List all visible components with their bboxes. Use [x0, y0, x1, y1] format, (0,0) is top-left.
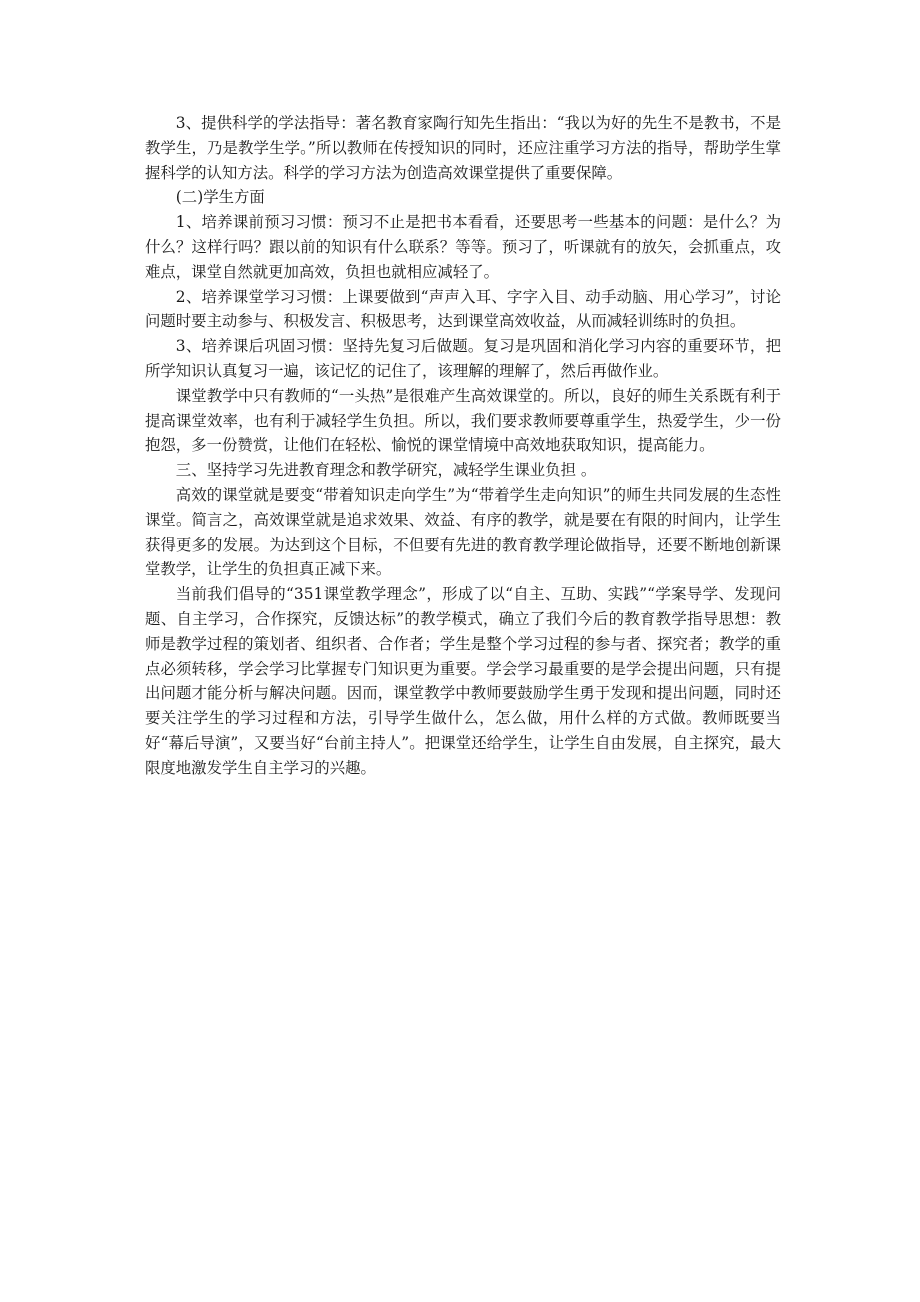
paragraph-review-habit: 3、培养课后巩固习惯：坚持先复习后做题。复习是巩固和消化学习内容的重要环节，把所学知识认真复习一遍，该记忆的记住了，该理解的理解了，然后再做作业。	[145, 337, 781, 380]
document-body	[145, 111, 781, 781]
section-heading-student-aspect: (二)学生方面	[175, 188, 265, 207]
paragraph-351-concept: 当前我们倡导的“351课堂教学理念”，形成了以“自主、互助、实践”“学案导学、发现问题、自主学习，合作探究，反馈达标”的教学模式，确立了我们今后的教育教学指导思想：教师是教学过程的策划者、组织者、合作者；学生是整个学习过程的参与者、探究者；教学的重点必须转移，学会学习比掌握专门知识更为重要。学会学习最重要的是学会提出问题，只有提出问题才能分析与解决问题。因而，课堂教学中教师要鼓励学生勇于发现和提出问题，同时还要关注学生的学习过程和方法，引导学生做什么，怎么做，用什么样的方式做。教师既要当好“幕后导演”，又要当好“台前主持人”。把课堂还给学生，让学生自由发展，自主探究，最大限度地激发学生自主学习的兴趣。	[145, 585, 781, 777]
paragraph-teacher-student-relation: 课堂教学中只有教师的“一头热”是很难产生高效课堂的。所以，良好的师生关系既有利于提高课堂效率，也有利于减轻学生负担。所以，我们要求教师要尊重学生，热爱学生，少一份抱怨，多一份赞赏，让他们在轻松、愉悦的课堂情境中高效地获取知识，提高能力。	[145, 386, 781, 455]
paragraph-study-method-guidance: 3、提供科学的学法指导：著名教育家陶行知先生指出：“我以为好的先生不是教书，不是教学生，乃是教学生学。”所以教师在传授知识的同时，还应注重学习方法的指导，帮助学生掌握科学的认知方法。科学的学习方法为创造高效课堂提供了重要保障。	[145, 114, 781, 182]
paragraph-preview-habit: 1、培养课前预习习惯：预习不止是把书本看看，还要思考一些基本的问题：是什么？为什么？这样行吗？跟以前的知识有什么联系？等等。预习了，听课就有的放矢，会抓重点，攻难点，课堂自然就更加高效，负担也就相应减轻了。	[145, 213, 781, 281]
section-heading-three: 三、坚持学习先进教育理念和教学研究，减轻学生课业负担 。	[175, 461, 597, 480]
paragraph-efficient-classroom: 高效的课堂就是要变“带着知识走向学生”为“带着学生走向知识”的师生共同发展的生态性课堂。简言之，高效课堂就是追求效果、效益、有序的教学，就是要在有限的时间内，让学生获得更多的发展。为达到这个目标，不但要有先进的教育教学理论做指导，还要不断地创新课堂教学，让学生的负担真正减下来。	[145, 485, 781, 579]
paragraph-classroom-habit: 2、培养课堂学习习惯：上课要做到“声声入耳、字字入目、动手动脑、用心学习”，讨论问题时要主动参与、积极发言、积极思考，达到课堂高效收益，从而减轻训练时的负担。	[145, 287, 781, 331]
